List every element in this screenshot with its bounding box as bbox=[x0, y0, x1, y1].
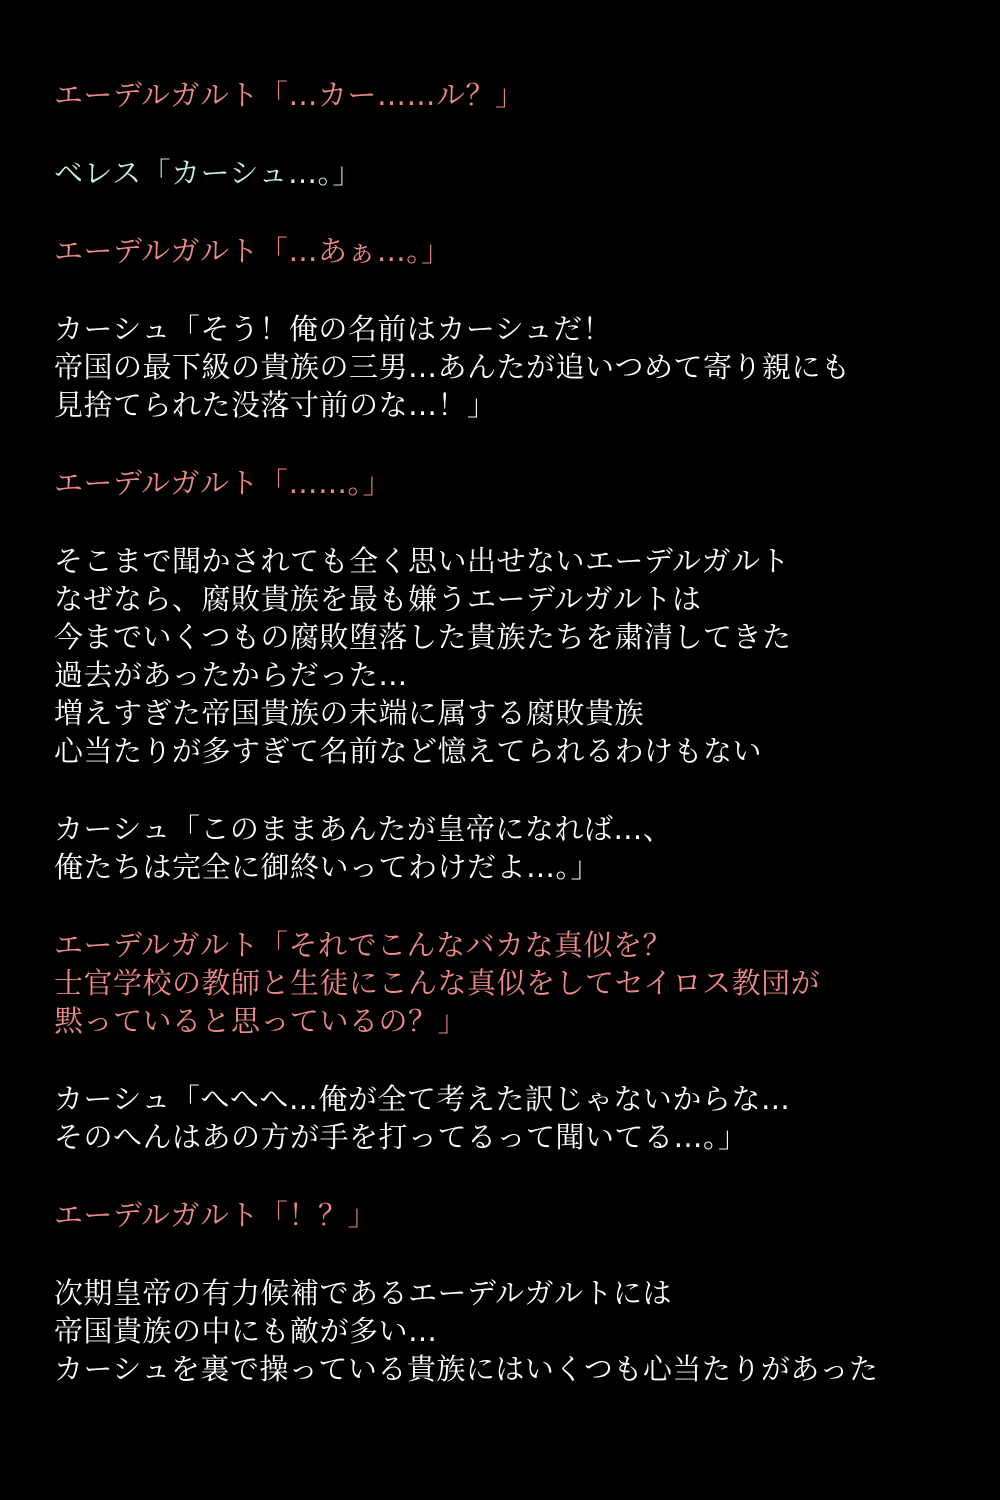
dialogue-line: 帝国の最下級の貴族の三男…あんたが追いつめて寄り親にも bbox=[54, 350, 851, 384]
dialogue-line: エーデルガルト「それでこんなバカな真似を？ bbox=[54, 928, 673, 962]
dialogue-block-edelgard bbox=[54, 76, 984, 114]
narration-line: 今までいくつもの腐敗堕落した貴族たちを粛清してきた bbox=[54, 620, 792, 654]
dialogue-line: エーデルガルト「……。」 bbox=[54, 466, 393, 500]
narration-line: 次期皇帝の有力候補であるエーデルガルトには bbox=[54, 1276, 673, 1310]
narration-line: 増えすぎた帝国貴族の末端に属する腐敗貴族 bbox=[54, 696, 645, 730]
dialogue-block-kash bbox=[54, 1080, 984, 1156]
dialogue-line: エーデルガルト「！？」 bbox=[54, 1198, 378, 1232]
dialogue-block-beres bbox=[54, 154, 984, 192]
narration-line: 帝国貴族の中にも敵が多い… bbox=[54, 1314, 438, 1348]
dialogue-line: エーデルガルト「…カー……ル？」 bbox=[54, 78, 525, 112]
dialogue-line: カーシュ「へへへ…俺が全て考えた訳じゃないからな… bbox=[54, 1082, 791, 1116]
script-text bbox=[54, 76, 984, 1428]
narration-line: そこまで聞かされても全く思い出せないエーデルガルト bbox=[54, 544, 791, 578]
dialogue-line: 俺たちは完全に御終いってわけだよ…。」 bbox=[54, 850, 601, 884]
narration-block bbox=[54, 1274, 984, 1388]
dialogue-block-edelgard bbox=[54, 926, 984, 1040]
narration-line: 心当たりが多すぎて名前など憶えてられるわけもない bbox=[54, 734, 763, 768]
dialogue-line: カーシュ「そう！俺の名前はカーシュだ！ bbox=[54, 312, 613, 346]
narration-line: なぜなら、腐敗貴族を最も嫌うエーデルガルトは bbox=[54, 582, 702, 616]
dialogue-line: ベレス「カーシュ…。」 bbox=[54, 156, 362, 190]
dialogue-block-kash bbox=[54, 310, 984, 424]
dialogue-line: そのへんはあの方が手を打ってるって聞いてる…。」 bbox=[54, 1120, 748, 1154]
dialogue-line: 士官学校の教師と生徒にこんな真似をしてセイロス教団が bbox=[54, 966, 821, 1000]
dialogue-line: エーデルガルト「…あぁ…。」 bbox=[54, 234, 451, 268]
dialogue-block-kash bbox=[54, 810, 984, 886]
dialogue-line: 見捨てられた没落寸前のな…！」 bbox=[54, 388, 497, 422]
narration-line: カーシュを裏で操っている貴族にはいくつも心当たりがあった bbox=[54, 1352, 879, 1386]
narration-line: 過去があったからだった… bbox=[54, 658, 408, 692]
dialogue-line: カーシュ「このままあんたが皇帝になれば…、 bbox=[54, 812, 673, 846]
dialogue-block-edelgard bbox=[54, 232, 984, 270]
dialogue-block-edelgard bbox=[54, 464, 984, 502]
dialogue-line: 黙っていると思っているの？」 bbox=[54, 1004, 468, 1038]
dialogue-block-edelgard bbox=[54, 1196, 984, 1234]
narration-block bbox=[54, 542, 984, 770]
